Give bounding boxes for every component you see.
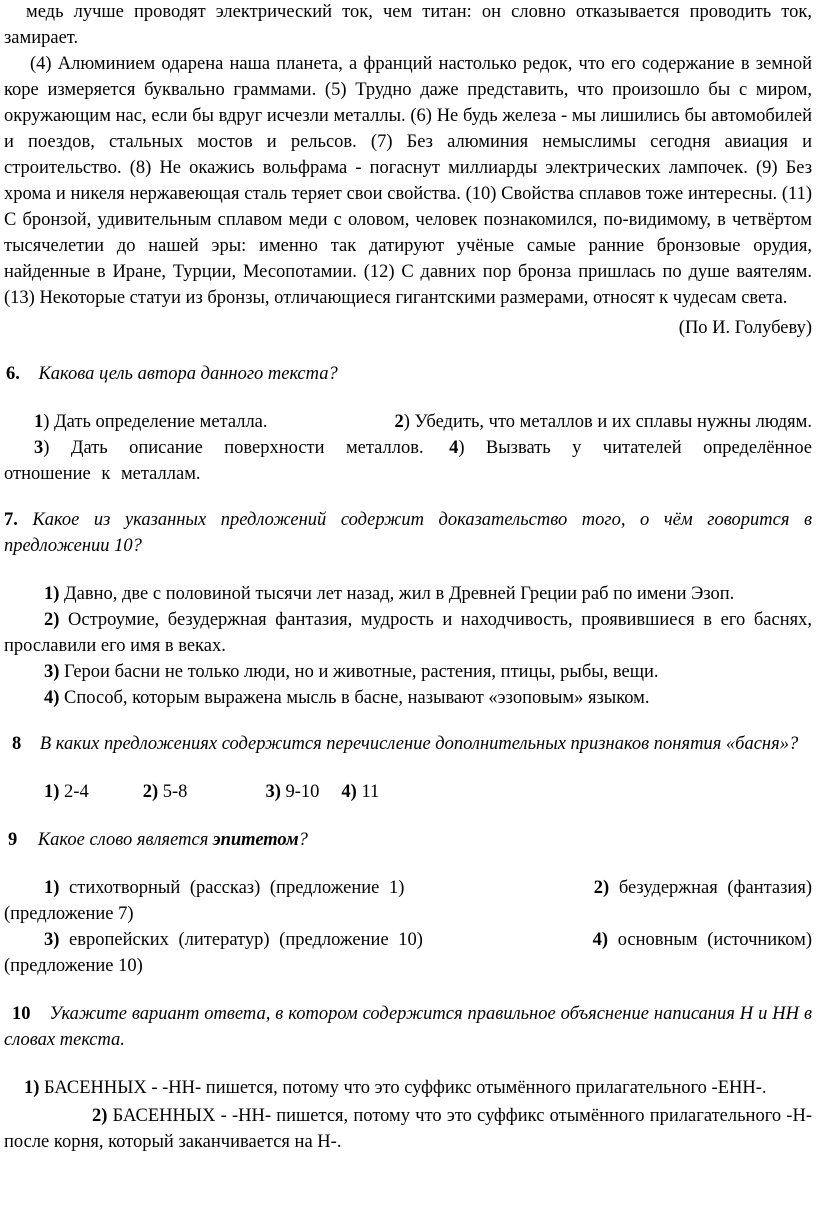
question-9-option-4-cont: (предложение 10) — [4, 956, 143, 976]
question-9-option-3: 3) европейских (литератур) (предложение 10) — [44, 930, 423, 950]
question-6-text: Какова цель автора данного текста? — [38, 364, 338, 384]
question-6-option-2: 2) Убедить, что металлов и их сплавы нужны людям. — [394, 412, 812, 432]
text-paragraph-continued: медь лучше проводят электрический ток, чем титан: он словно отказывается проводить ток, замирает. — [4, 2, 812, 48]
question-6-option-1: 1) Дать определение металла. — [34, 412, 268, 432]
text-paragraph-4: (4) Алюминием одарена наша планета, а франций настолько редок, что его содержание в земной коре измеряется буквально граммами. (5) Трудно даже представить, что произошло бы с миром, окружающим нас, если бы вдруг исчезли металлы. (6) Не будь железа - мы лишились бы автомобилей и поездов, стальных мостов и рельсов. (7) Без алюминия немыслимы сегодня авиация и строительство. (8) Не окажись вольфрама - погаснут миллиарды электрических лампочек. (9) Без хрома и никеля нержавеющая сталь теряет свои свойства. (10) Свойства сплавов тоже интересны. (11) С бронзой, удивительным сплавом меди с оловом, человек познакомился, по-видимому, в четвёртом тысячелетии до нашей эры: именно так датируют учёные самые ранние бронзовые орудия, найденные в Иране, Турции, Месопотамии. (12) С давних пор бронза пришлась по душе ваятелям. (13) Некоторые статуи из бронзы, отличающиеся гигантскими размерами, относят к чудесам света. — [4, 54, 812, 308]
question-9-number: 9 — [8, 830, 18, 850]
question-9-option-2-cont: (предложение 7) — [4, 904, 134, 924]
question-10-option-1: 1) БАСЕННЫХ - -НН- пишется, потому что это суффикс отымённого прилагательного -ЕНН-. — [24, 1078, 767, 1098]
question-7-number: 7. — [4, 510, 18, 530]
question-8-options — [4, 779, 812, 805]
question-6-number: 6. — [6, 364, 20, 384]
question-8-text: В каких предложениях содержится перечисление дополнительных признаков понятия «басня»? — [39, 734, 799, 754]
question-6-option-3: 3) Дать описание поверхности металлов. — [34, 438, 424, 458]
question-7 — [4, 507, 812, 559]
question-10-text: Укажите вариант ответа, в котором содержится правильное объяснение написания Н и НН в словах текста. — [4, 1004, 812, 1050]
question-9 — [4, 827, 812, 853]
question-9-option-2: 2) безудержная (фантазия) — [593, 878, 812, 898]
attribution: (По И. Голубеву) — [678, 318, 812, 338]
question-10 — [4, 1001, 812, 1053]
question-7-option-4: 4) Способ, которым выражена мысль в басне, называют «эзоповым» языком. — [44, 688, 650, 708]
question-6-options-row-2 — [4, 435, 812, 487]
question-6-option-4: 4) Вызвать у читателей определённое отношение к металлам. — [4, 438, 813, 484]
question-10-number: 10 — [12, 1004, 31, 1024]
question-8-option-4: 4) 11 — [341, 782, 380, 802]
question-10-option-2: 2) БАСЕННЫХ - -НН- пишется, потому что это суффикс отымённого прилагательного -Н- после корня, который заканчивается на Н-. — [4, 1106, 812, 1152]
question-8-option-2: 2) 5-8 — [142, 782, 188, 802]
question-7-text: Какое из указанных предложений содержит доказательство того, о чём говорится в предложении 10? — [4, 510, 813, 556]
question-8-number: 8 — [12, 734, 22, 754]
question-6 — [4, 361, 812, 387]
question-9-text: Какое слово является эпитетом? — [37, 830, 308, 850]
question-9-option-1: 1) стихотворный (рассказ) (предложение 1) — [44, 878, 405, 898]
question-8 — [4, 731, 812, 757]
question-8-option-3: 3) 9-10 — [265, 782, 320, 802]
question-8-option-1: 1) 2-4 — [44, 782, 89, 802]
question-7-option-3: 3) Герои басни не только люди, но и животные, растения, птицы, рыбы, вещи. — [44, 662, 659, 682]
question-9-option-4: 4) основным (источником) — [592, 930, 812, 950]
question-9-options-row-1 — [4, 875, 812, 901]
question-9-options-row-2 — [4, 927, 812, 953]
question-7-option-2: 2) Остроумие, безудержная фантазия, мудрость и находчивость, проявившиеся в его баснях, прославили его имя в веках. — [4, 610, 812, 656]
question-6-options-row-1 — [4, 409, 812, 435]
question-7-option-1: 1) Давно, две с половиной тысячи лет назад, жил в Древней Греции раб по имени Эзоп. — [44, 584, 735, 604]
